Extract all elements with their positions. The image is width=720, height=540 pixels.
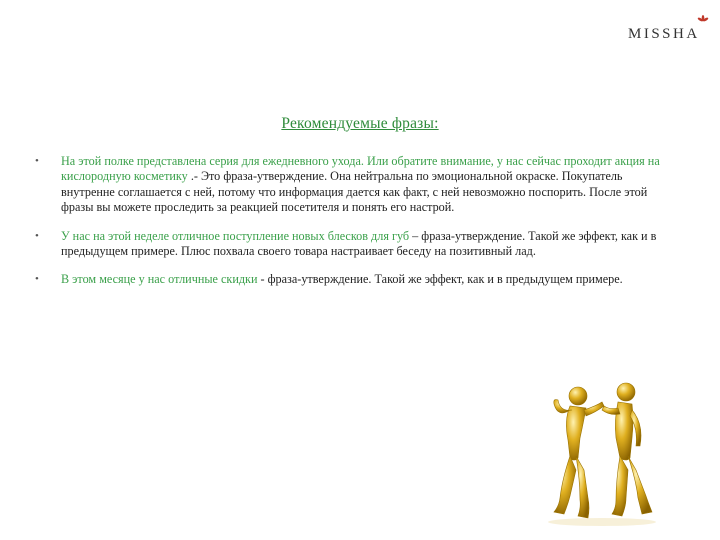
phrase-explanation: - фраза-утверждение. Такой же эффект, как и в предыдущем примере. [257, 272, 623, 287]
list-item [0, 154, 720, 216]
example-phrase: У нас на этой неделе отличное поступление новых блесков для губ [61, 228, 410, 243]
list-item [0, 229, 720, 260]
phrase-list [0, 154, 720, 301]
example-phrase: В этом месяце у нас отличные скидки [61, 272, 258, 287]
brand-name: MISSHA [628, 26, 700, 42]
page-title: Рекомендуемые фразы: [281, 115, 439, 132]
phrase-explanation: – фраза-утверждение. Такой же эффект, как и в предыдущем примере. Плюс похвала своего товара настраивает беседу на позитивный лад. [61, 228, 657, 259]
missha-logo [628, 14, 712, 44]
list-item [0, 272, 720, 287]
bullet-icon: • [35, 273, 39, 286]
two-golden-figures-illustration [540, 380, 670, 530]
bullet-icon: • [35, 229, 39, 242]
bullet-icon: • [35, 155, 39, 167]
phrase-explanation: .- Это фраза-утверждение. Она нейтральна по эмоциональной окраске. Покупатель внутренне соглашается с ней, потому что информация дается как факт, с ней невозможно поспорить. После этой фразы вы можете проследить за реакцией посетителя и понять его настрой. [61, 169, 648, 215]
example-phrase: На этой полке представлена серия для ежедневного ухода. Или обратите внимание, у нас сейчас проходит акция на кислородную косметику [61, 154, 660, 184]
